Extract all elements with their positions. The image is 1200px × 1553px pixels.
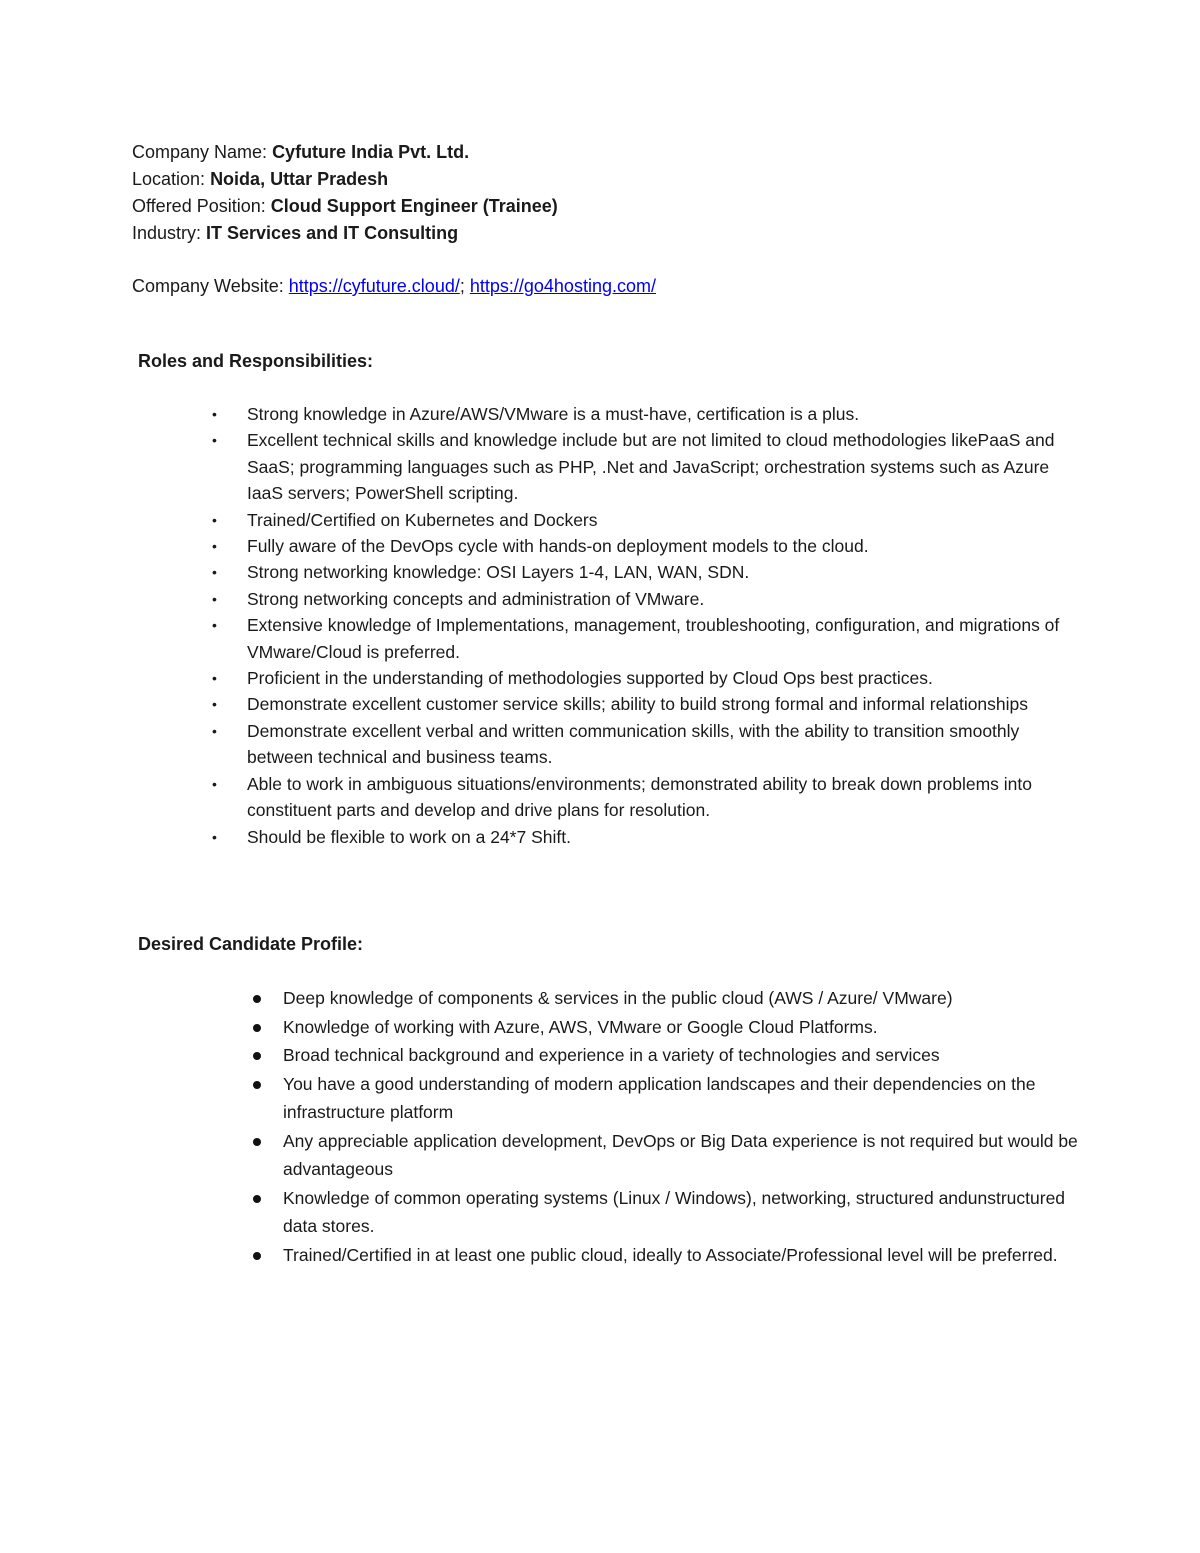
position-line [132,193,1092,220]
company-name-label: Company Name: [132,142,273,162]
bullet-icon: • [212,406,217,422]
position-value: Cloud Support Engineer (Trainee) [270,196,558,216]
list-item-text: Strong networking concepts and administration of VMware. [247,588,705,609]
list-item-text: Strong networking knowledge: OSI Layers 1-4, LAN, WAN, SDN. [247,562,750,583]
list-item [244,1070,1084,1127]
list-item-text: Broad technical background and experience in a variety of technologies and services [283,1045,940,1065]
bullet-icon [253,1081,261,1089]
bullet-icon: • [212,590,217,607]
cyfuture-website-link[interactable]: https://cyfuture.cloud/ [288,276,460,296]
bullet-icon: • [212,511,217,528]
bullet-icon [253,1252,261,1260]
roles-heading: Roles and Responsibilities: [138,351,374,371]
bullet-icon: • [212,617,217,634]
list-item-text: Extensive knowledge of Implementations, management, troubleshooting, configuration, and migrations of VMware/Cloud is preferred. [247,615,1060,662]
list-item-text: Should be flexible to work on a 24*7 Shift. [247,826,571,847]
bullet-icon [253,1195,261,1203]
industry-value: IT Services and IT Consulting [206,223,459,243]
website-label: Company Website: [132,276,289,296]
bullet-icon: • [212,722,217,739]
bullet-icon: • [212,775,217,792]
list-item [244,984,1084,1013]
website-separator: ; [459,276,470,296]
bullet-icon [253,995,261,1003]
company-info [132,139,1092,300]
bullet-icon: • [212,538,217,555]
bullet-icon: • [212,564,217,581]
list-item [244,1013,1084,1042]
location-value: Noida, Uttar Pradesh [210,169,389,189]
profile-heading: Desired Candidate Profile: [138,934,364,954]
list-item [244,1184,1084,1241]
bullet-icon: • [212,670,217,687]
list-item-text: Strong knowledge in Azure/AWS/VMware is a must-have, certification is a plus. [247,404,860,424]
list-item [244,1041,1084,1070]
bullet-icon [253,1138,261,1146]
bullet-icon [253,1052,261,1060]
list-item [208,507,1088,533]
industry-label: Industry: [132,223,207,243]
industry-line [132,220,1092,247]
bullet-icon [253,1024,261,1032]
company-name-value: Cyfuture India Pvt. Ltd. [272,142,470,162]
list-item [208,718,1088,771]
location-label: Location: [132,169,211,189]
website-line [132,273,1092,300]
list-item [208,559,1088,585]
list-item-text: Deep knowledge of components & services in the public cloud (AWS / Azure/ VMware) [283,988,953,1008]
list-item-text: Fully aware of the DevOps cycle with hands-on deployment models to the cloud. [247,536,869,557]
list-item [208,771,1088,824]
list-item-text: Able to work in ambiguous situations/environments; demonstrated ability to break down problems into constituent parts and develop and drive plans for resolution. [247,773,1032,821]
list-item [208,665,1088,691]
list-item [208,691,1088,717]
list-item [208,586,1088,612]
list-item-text: Knowledge of working with Azure, AWS, VMware or Google Cloud Platforms. [283,1016,878,1037]
list-item-text: Proficient in the understanding of methodologies supported by Cloud Ops best practices. [247,668,933,689]
list-item-text: Trained/Certified in at least one public cloud, ideally to Associate/Professional level will be preferred. [283,1244,1058,1265]
list-item [208,612,1088,665]
list-item [208,427,1088,506]
list-item-text: Any appreciable application development, DevOps or Big Data experience is not required but would be advantageous [283,1130,1078,1179]
go4hosting-website-link[interactable]: https://go4hosting.com/ [469,276,656,296]
list-item-text: Trained/Certified on Kubernetes and Dockers [247,509,598,530]
bullet-icon: • [212,696,217,713]
list-item-text: Knowledge of common operating systems (Linux / Windows), networking, structured andunstructured data stores. [283,1187,1066,1236]
list-item-text: Excellent technical skills and knowledge include but are not limited to cloud methodologies likePaaS and SaaS; programming languages such as PHP, .Net and JavaScript; orchestration systems such as Azure IaaS servers; PowerShell scripting. [247,430,1055,504]
list-item [208,824,1088,850]
list-item [208,533,1088,559]
list-item-text: Demonstrate excellent customer service skills; ability to build strong formal and informal relationships [247,694,1029,715]
bullet-icon: • [212,828,217,845]
list-item [208,401,1088,427]
list-item [244,1127,1084,1184]
list-item [244,1241,1084,1270]
company-name-line [132,139,1092,166]
list-item-text: You have a good understanding of modern application landscapes and their dependencies on the infrastructure platform [283,1073,1036,1122]
profile-list [244,984,1084,1269]
position-label: Offered Position: [132,196,271,216]
list-item-text: Demonstrate excellent verbal and written communication skills, with the ability to transition smoothly between technical and business teams. [247,720,1020,768]
roles-list [208,401,1088,850]
location-line [132,166,1092,193]
bullet-icon: • [212,432,217,449]
